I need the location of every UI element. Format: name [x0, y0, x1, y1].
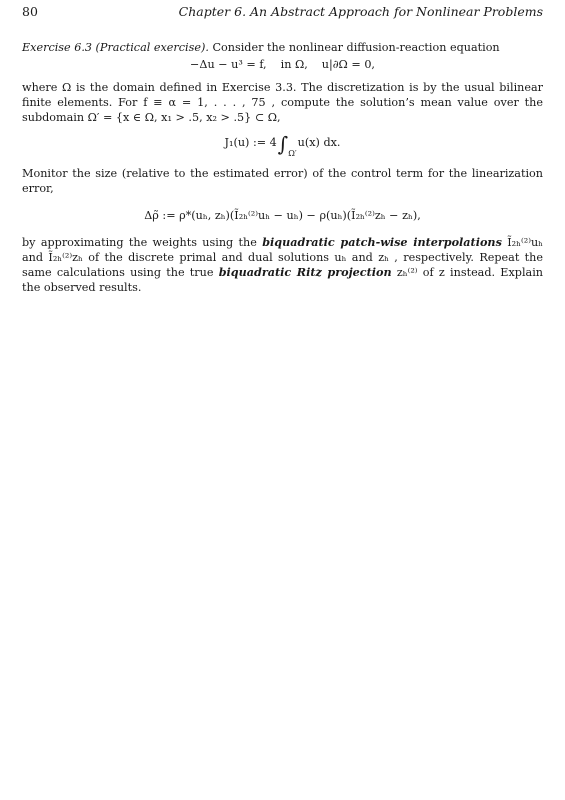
equation-functional-integrand: u(x) dx. — [297, 136, 341, 149]
equation-pde-lhs: −Δu − u³ = f, — [190, 58, 267, 71]
paragraph-instructions — [22, 235, 543, 295]
page-body — [22, 40, 543, 295]
instructions-part-3: zₕ⁽²⁾ of z instead. Explain the observed results. — [22, 266, 543, 294]
paragraph-monitor: Monitor the size (relative to the estimated error) of the control term for the linearization error, — [22, 167, 543, 195]
page-header — [22, 4, 543, 22]
equation-pde-domain: in Ω, — [280, 58, 308, 71]
exercise-label: Exercise 6.3 (Practical exercise). — [22, 41, 209, 54]
equation-pde-bc: u|∂Ω = 0, — [321, 58, 375, 71]
exercise-intro-text: Consider the nonlinear diffusion-reaction equation — [208, 41, 500, 54]
page-number: 80 — [22, 4, 38, 19]
instructions-part-1: by approximating the weights using the — [22, 236, 263, 249]
equation-functional-lhs: J₁(u) := 4 — [224, 136, 277, 149]
equation-pde — [22, 57, 543, 72]
integral-sign: $\int_{\Omega'}$ — [277, 132, 297, 158]
paragraph-setup: where Ω is the domain defined in Exercise 3.3. The discretization is by the usual bilinear finite elements. For f ≡ α = 1, . . . , 75 , compute the solution’s mean value over the subdomain Ω′ = {x ∈ Ω, x₁ > .5, x₂ > .5} ⊂ Ω, — [22, 81, 543, 124]
term-ritz-projection: biquadratic Ritz projection — [218, 265, 392, 279]
exercise-intro — [22, 40, 543, 55]
term-patch-wise-interpolations: biquadratic patch-wise interpolations — [262, 235, 502, 249]
equation-functional — [22, 132, 543, 158]
instructions-part-2: Ĩ₂ₕ⁽²⁾uₕ and Ĩ₂ₕ⁽²⁾zₕ of the discrete primal and dual solutions uₕ and zₕ , respectively. Repeat the same calculations using the true — [22, 236, 544, 279]
equation-control-term: Δρ̃ := ρ*(uₕ, zₕ)(Ĩ₂ₕ⁽²⁾uₕ − uₕ) − ρ(uₕ)(Ĩ₂ₕ⁽²⁾zₕ − zₕ), — [144, 209, 421, 222]
running-title: Chapter 6. An Abstract Approach for Nonlinear Problems — [178, 4, 543, 19]
